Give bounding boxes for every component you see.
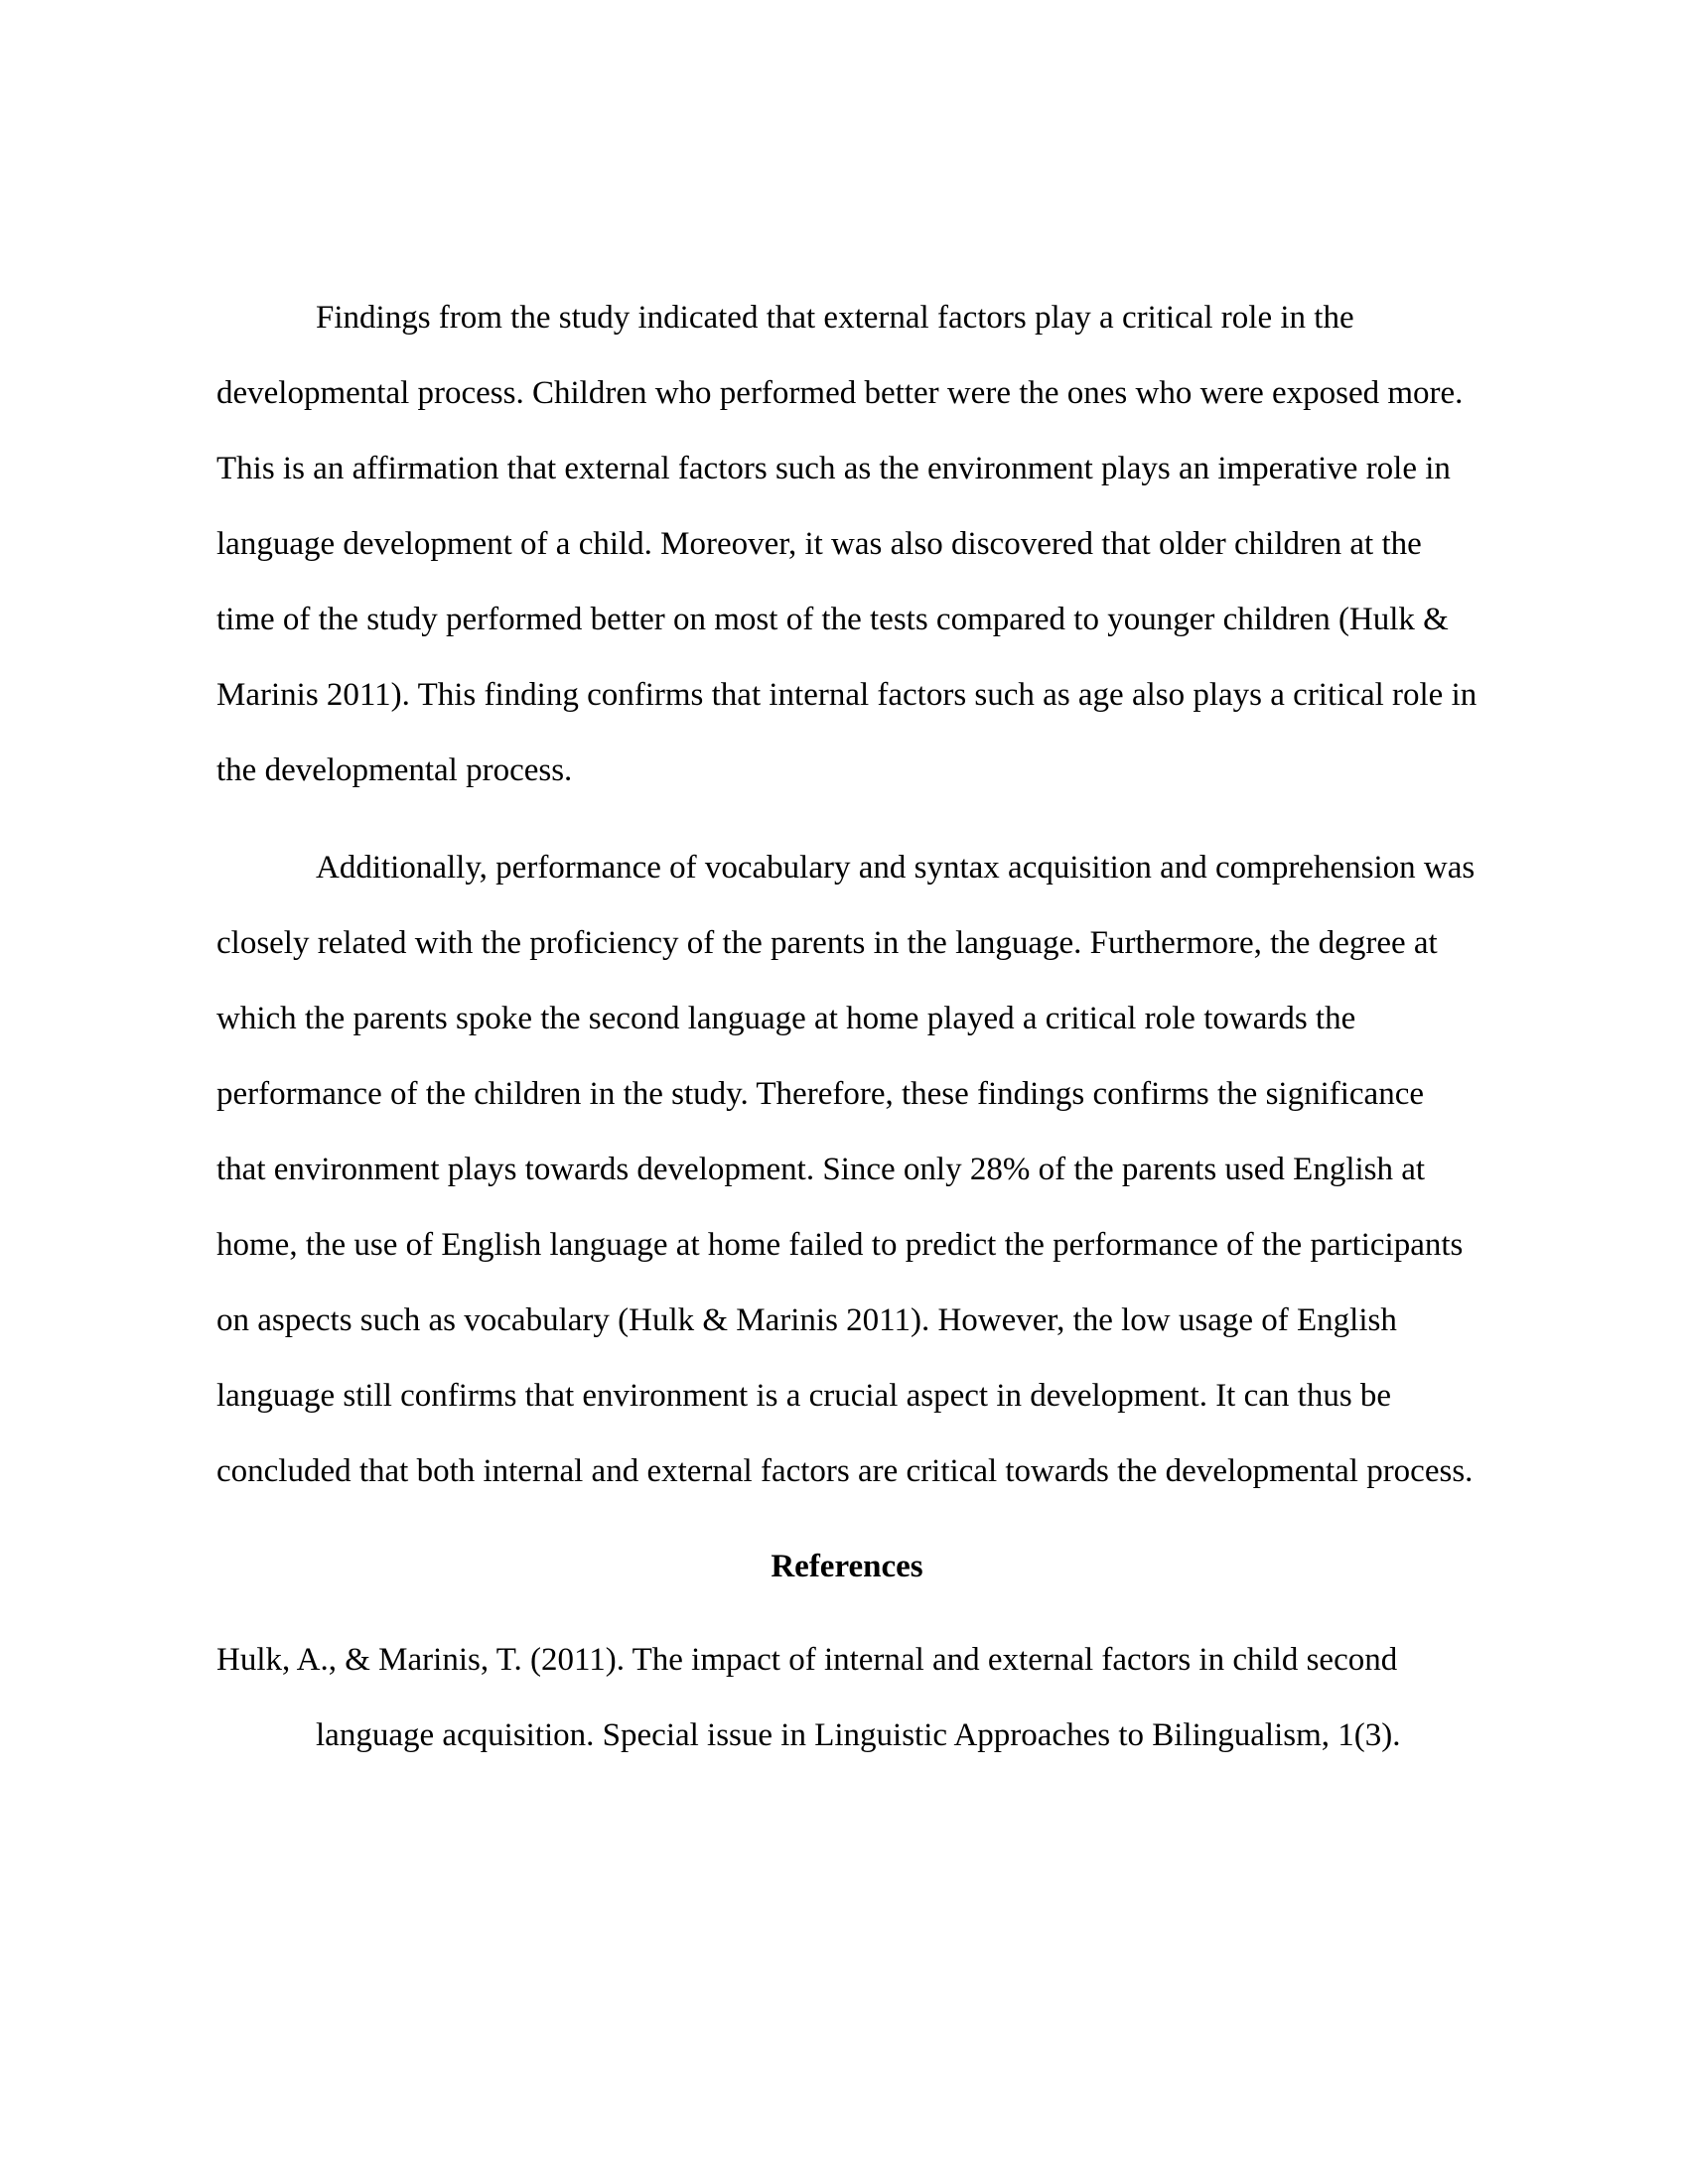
references-heading: References	[771, 1549, 923, 1584]
body-paragraph-1: Findings from the study indicated that external factors play a critical role in the developmental process. Children who performed better were the ones who were exposed more. This is an affirmation that external factors such as the environment plays an imperative role in language development of a child. Moreover, it was also discovered that older children at the time of the study performed better on most of the tests compared to younger children (Hulk & Marinis 2011). This finding confirms that internal factors such as age also plays a critical role in the developmental process.	[216, 300, 1477, 788]
body-paragraph-2: Additionally, performance of vocabulary and syntax acquisition and comprehension was closely related with the proficiency of the parents in the language. Furthermore, the degree at which the parents spoke the second language at home played a critical role towards the performance of the children in the study. Therefore, these findings confirms the significance that environment plays towards development. Since only 28% of the parents used English at home, the use of English language at home failed to predict the performance of the participants on aspects such as vocabulary (Hulk & Marinis 2011). However, the low usage of English language still confirms that environment is a crucial aspect in development. It can thus be concluded that both internal and external factors are critical towards the developmental process.	[216, 850, 1476, 1489]
reference-entry-1: Hulk, A., & Marinis, T. (2011). The impact of internal and external factors in child second language acquisition. Special issue in Linguistic Approaches to Bilingualism, 1(3).	[216, 1642, 1401, 1753]
document-body	[216, 280, 1477, 1773]
